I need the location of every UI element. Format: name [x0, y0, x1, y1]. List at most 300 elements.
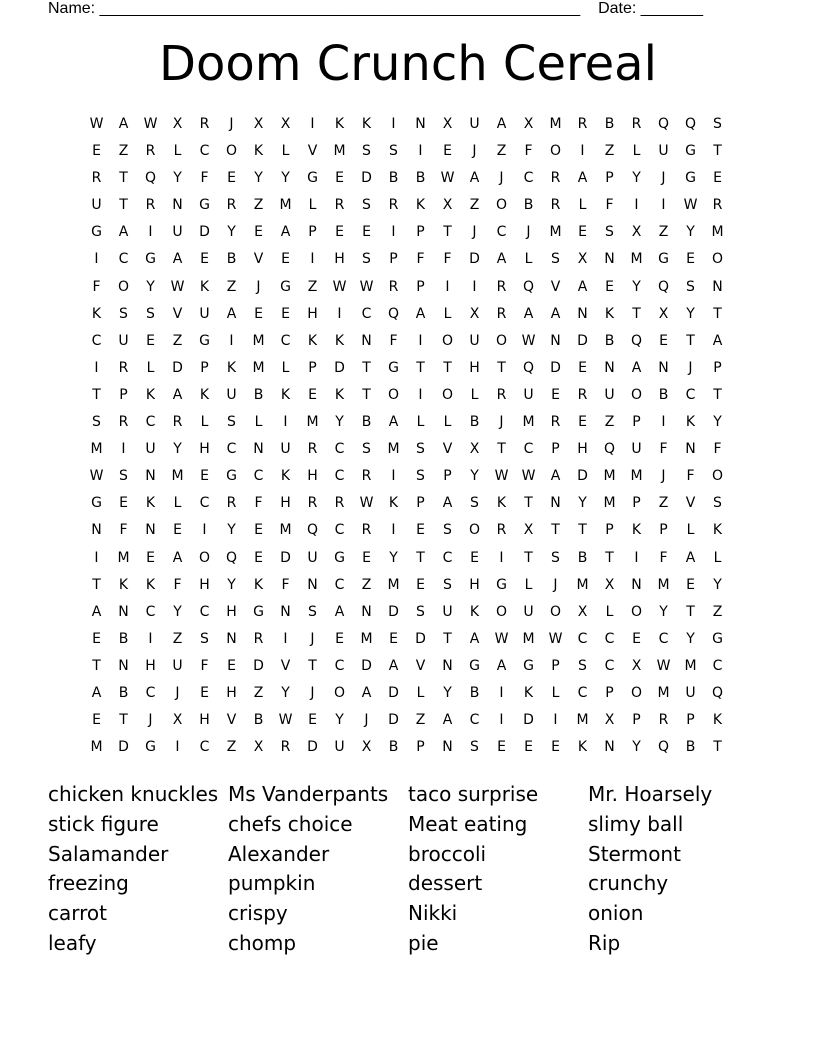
- grid-letter[interactable]: O: [225, 143, 238, 160]
- grid-letter[interactable]: S: [605, 224, 614, 241]
- grid-letter[interactable]: U: [172, 657, 183, 674]
- grid-letter[interactable]: U: [604, 386, 615, 403]
- grid-letter[interactable]: X: [442, 197, 453, 214]
- grid-letter[interactable]: D: [334, 359, 345, 376]
- grid-letter[interactable]: A: [172, 386, 183, 403]
- grid-letter[interactable]: L: [173, 143, 182, 160]
- grid-letter[interactable]: S: [443, 522, 452, 539]
- grid-letter[interactable]: D: [388, 603, 399, 620]
- grid-letter[interactable]: N: [631, 576, 642, 593]
- grid-letter[interactable]: A: [550, 305, 561, 322]
- grid-letter[interactable]: E: [470, 549, 479, 566]
- grid-letter[interactable]: A: [91, 684, 102, 701]
- grid-letter[interactable]: Z: [226, 739, 237, 756]
- grid-letter[interactable]: X: [604, 712, 615, 729]
- grid-letter[interactable]: E: [362, 549, 371, 566]
- grid-letter[interactable]: B: [118, 684, 129, 701]
- grid-letter[interactable]: P: [605, 522, 614, 539]
- grid-letter[interactable]: L: [551, 684, 560, 701]
- grid-letter[interactable]: X: [658, 305, 669, 322]
- grid-letter[interactable]: E: [551, 739, 560, 756]
- grid-letter[interactable]: L: [632, 143, 641, 160]
- grid-letter[interactable]: W: [683, 197, 698, 214]
- grid-letter[interactable]: J: [310, 630, 315, 647]
- grid-letter[interactable]: Z: [604, 414, 615, 431]
- grid-letter[interactable]: Y: [146, 278, 155, 295]
- grid-letter[interactable]: W: [143, 116, 158, 132]
- grid-letter[interactable]: U: [523, 603, 534, 620]
- grid-letter[interactable]: P: [686, 712, 695, 729]
- grid-letter[interactable]: L: [200, 414, 209, 431]
- grid-letter[interactable]: O: [441, 386, 454, 403]
- grid-letter[interactable]: T: [713, 739, 722, 756]
- grid-letter[interactable]: M: [630, 468, 643, 485]
- grid-letter[interactable]: W: [494, 630, 509, 647]
- grid-letter[interactable]: E: [254, 305, 263, 322]
- grid-letter[interactable]: B: [523, 197, 534, 214]
- grid-letter[interactable]: O: [549, 603, 562, 620]
- grid-letter[interactable]: M: [252, 332, 265, 349]
- grid-letter[interactable]: D: [361, 170, 372, 187]
- grid-letter[interactable]: V: [550, 278, 561, 295]
- grid-letter[interactable]: S: [551, 549, 560, 566]
- grid-letter[interactable]: C: [361, 305, 372, 322]
- grid-letter[interactable]: E: [254, 224, 263, 241]
- grid-letter[interactable]: U: [118, 332, 129, 349]
- grid-letter[interactable]: L: [146, 359, 155, 376]
- grid-letter[interactable]: M: [576, 712, 589, 729]
- grid-letter[interactable]: H: [199, 441, 210, 458]
- grid-letter[interactable]: M: [360, 630, 373, 647]
- grid-letter[interactable]: C: [145, 414, 156, 431]
- grid-letter[interactable]: A: [361, 684, 372, 701]
- grid-letter[interactable]: R: [712, 197, 723, 214]
- grid-letter[interactable]: A: [334, 603, 345, 620]
- grid-letter[interactable]: C: [199, 495, 210, 512]
- grid-letter[interactable]: U: [172, 224, 183, 241]
- grid-letter[interactable]: I: [337, 305, 342, 322]
- grid-letter[interactable]: I: [391, 224, 396, 241]
- grid-letter[interactable]: C: [334, 522, 345, 539]
- grid-letter[interactable]: I: [499, 684, 504, 701]
- grid-letter[interactable]: G: [91, 495, 102, 512]
- grid-letter[interactable]: I: [553, 712, 558, 729]
- grid-letter[interactable]: K: [145, 495, 156, 512]
- grid-letter[interactable]: M: [549, 116, 562, 132]
- grid-letter[interactable]: G: [388, 359, 399, 376]
- grid-letter[interactable]: N: [712, 278, 723, 295]
- grid-letter[interactable]: K: [118, 576, 129, 593]
- grid-letter[interactable]: T: [578, 522, 587, 539]
- grid-letter[interactable]: R: [361, 468, 372, 485]
- grid-letter[interactable]: A: [415, 305, 426, 322]
- grid-letter[interactable]: L: [524, 251, 533, 268]
- grid-letter[interactable]: L: [578, 197, 587, 214]
- grid-letter[interactable]: O: [441, 332, 454, 349]
- grid-letter[interactable]: A: [280, 224, 291, 241]
- grid-letter[interactable]: J: [661, 170, 666, 187]
- grid-letter[interactable]: C: [145, 684, 156, 701]
- grid-letter[interactable]: X: [577, 251, 588, 268]
- grid-letter[interactable]: U: [442, 603, 453, 620]
- grid-letter[interactable]: C: [577, 630, 588, 647]
- grid-letter[interactable]: C: [496, 224, 507, 241]
- grid-letter[interactable]: N: [226, 630, 237, 647]
- grid-letter[interactable]: X: [361, 739, 372, 756]
- grid-letter[interactable]: X: [469, 305, 480, 322]
- grid-letter[interactable]: T: [686, 603, 695, 620]
- grid-letter[interactable]: C: [577, 684, 588, 701]
- grid-letter[interactable]: H: [280, 495, 291, 512]
- grid-letter[interactable]: U: [469, 116, 480, 132]
- grid-letter[interactable]: R: [631, 116, 642, 132]
- grid-letter[interactable]: O: [495, 197, 508, 214]
- grid-letter[interactable]: Y: [713, 576, 722, 593]
- grid-letter[interactable]: J: [526, 224, 531, 241]
- grid-letter[interactable]: K: [334, 116, 345, 132]
- grid-letter[interactable]: T: [416, 549, 425, 566]
- grid-letter[interactable]: S: [362, 143, 371, 160]
- grid-letter[interactable]: S: [416, 603, 425, 620]
- grid-letter[interactable]: G: [712, 630, 723, 647]
- grid-letter[interactable]: T: [308, 657, 317, 674]
- grid-letter[interactable]: R: [550, 170, 561, 187]
- grid-letter[interactable]: F: [605, 197, 614, 214]
- grid-letter[interactable]: R: [307, 495, 318, 512]
- grid-letter[interactable]: M: [549, 224, 562, 241]
- grid-letter[interactable]: Y: [659, 603, 668, 620]
- grid-letter[interactable]: B: [388, 739, 399, 756]
- grid-letter[interactable]: Y: [227, 224, 236, 241]
- grid-letter[interactable]: N: [307, 576, 318, 593]
- grid-letter[interactable]: S: [416, 441, 425, 458]
- grid-letter[interactable]: A: [577, 170, 588, 187]
- grid-letter[interactable]: C: [685, 386, 696, 403]
- grid-letter[interactable]: N: [118, 603, 129, 620]
- grid-letter[interactable]: R: [577, 116, 588, 132]
- grid-letter[interactable]: Q: [522, 359, 535, 376]
- grid-letter[interactable]: J: [499, 414, 504, 431]
- grid-letter[interactable]: V: [253, 251, 264, 268]
- grid-letter[interactable]: U: [145, 441, 156, 458]
- grid-letter[interactable]: R: [496, 386, 507, 403]
- grid-letter[interactable]: A: [172, 549, 183, 566]
- grid-letter[interactable]: L: [254, 414, 263, 431]
- grid-letter[interactable]: C: [334, 576, 345, 593]
- grid-letter[interactable]: E: [713, 170, 722, 187]
- grid-letter[interactable]: N: [604, 251, 615, 268]
- grid-letter[interactable]: N: [280, 603, 291, 620]
- grid-letter[interactable]: T: [686, 332, 695, 349]
- grid-letter[interactable]: P: [119, 386, 128, 403]
- grid-letter[interactable]: B: [604, 332, 615, 349]
- grid-letter[interactable]: C: [469, 712, 480, 729]
- grid-letter[interactable]: L: [416, 684, 425, 701]
- grid-letter[interactable]: N: [658, 359, 669, 376]
- grid-letter[interactable]: E: [281, 305, 290, 322]
- grid-letter[interactable]: B: [253, 712, 264, 729]
- grid-letter[interactable]: R: [226, 197, 237, 214]
- grid-letter[interactable]: T: [443, 224, 452, 241]
- grid-letter[interactable]: I: [418, 143, 423, 160]
- grid-letter[interactable]: D: [253, 657, 264, 674]
- grid-letter[interactable]: N: [442, 657, 453, 674]
- grid-letter[interactable]: V: [172, 305, 183, 322]
- grid-letter[interactable]: K: [145, 576, 156, 593]
- grid-letter[interactable]: D: [361, 657, 372, 674]
- grid-letter[interactable]: Z: [307, 278, 318, 295]
- grid-letter[interactable]: V: [442, 441, 453, 458]
- grid-letter[interactable]: U: [280, 441, 291, 458]
- grid-letter[interactable]: Q: [306, 522, 319, 539]
- grid-letter[interactable]: E: [92, 630, 101, 647]
- grid-letter[interactable]: L: [281, 359, 290, 376]
- grid-letter[interactable]: V: [226, 712, 237, 729]
- grid-letter[interactable]: Q: [603, 441, 616, 458]
- grid-letter[interactable]: J: [364, 712, 369, 729]
- grid-letter[interactable]: F: [119, 522, 128, 539]
- grid-letter[interactable]: R: [145, 143, 156, 160]
- grid-letter[interactable]: G: [145, 739, 156, 756]
- grid-letter[interactable]: O: [630, 603, 643, 620]
- grid-letter[interactable]: R: [118, 414, 129, 431]
- grid-letter[interactable]: E: [254, 522, 263, 539]
- grid-letter[interactable]: I: [391, 468, 396, 485]
- grid-letter[interactable]: N: [145, 468, 156, 485]
- grid-letter[interactable]: D: [577, 468, 588, 485]
- grid-letter[interactable]: Y: [686, 630, 695, 647]
- grid-letter[interactable]: B: [388, 170, 399, 187]
- grid-letter[interactable]: M: [630, 251, 643, 268]
- grid-letter[interactable]: T: [92, 386, 101, 403]
- grid-letter[interactable]: H: [307, 305, 318, 322]
- grid-letter[interactable]: D: [550, 359, 561, 376]
- grid-letter[interactable]: H: [307, 468, 318, 485]
- grid-letter[interactable]: I: [94, 549, 99, 566]
- grid-letter[interactable]: K: [334, 386, 345, 403]
- grid-letter[interactable]: X: [604, 576, 615, 593]
- grid-letter[interactable]: T: [713, 143, 722, 160]
- grid-letter[interactable]: Y: [443, 684, 452, 701]
- grid-letter[interactable]: J: [661, 468, 666, 485]
- grid-letter[interactable]: X: [172, 116, 183, 132]
- grid-letter[interactable]: P: [632, 495, 641, 512]
- grid-letter[interactable]: M: [333, 143, 346, 160]
- grid-letter[interactable]: J: [688, 359, 693, 376]
- grid-letter[interactable]: Y: [686, 224, 695, 241]
- grid-letter[interactable]: R: [496, 305, 507, 322]
- grid-letter[interactable]: D: [118, 739, 129, 756]
- grid-letter[interactable]: T: [362, 386, 371, 403]
- grid-letter[interactable]: Y: [470, 468, 479, 485]
- grid-letter[interactable]: P: [389, 251, 398, 268]
- grid-letter[interactable]: F: [281, 576, 290, 593]
- grid-letter[interactable]: E: [281, 251, 290, 268]
- grid-letter[interactable]: E: [686, 251, 695, 268]
- grid-letter[interactable]: L: [713, 549, 722, 566]
- grid-letter[interactable]: M: [657, 684, 670, 701]
- grid-letter[interactable]: I: [94, 359, 99, 376]
- grid-letter[interactable]: C: [280, 332, 291, 349]
- grid-letter[interactable]: T: [119, 712, 128, 729]
- grid-letter[interactable]: C: [604, 657, 615, 674]
- grid-letter[interactable]: E: [578, 359, 587, 376]
- grid-letter[interactable]: J: [148, 712, 153, 729]
- grid-letter[interactable]: B: [604, 116, 615, 132]
- grid-letter[interactable]: K: [685, 414, 696, 431]
- grid-letter[interactable]: G: [307, 170, 318, 187]
- grid-letter[interactable]: Q: [225, 549, 238, 566]
- grid-letter[interactable]: G: [280, 278, 291, 295]
- grid-letter[interactable]: A: [496, 251, 507, 268]
- grid-letter[interactable]: F: [659, 441, 668, 458]
- grid-letter[interactable]: H: [577, 441, 588, 458]
- grid-letter[interactable]: E: [497, 739, 506, 756]
- grid-letter[interactable]: U: [226, 386, 237, 403]
- grid-letter[interactable]: T: [443, 359, 452, 376]
- grid-letter[interactable]: U: [334, 739, 345, 756]
- grid-letter[interactable]: I: [148, 630, 153, 647]
- grid-letter[interactable]: C: [253, 468, 264, 485]
- grid-letter[interactable]: Q: [657, 116, 670, 132]
- grid-letter[interactable]: B: [577, 549, 588, 566]
- grid-letter[interactable]: Q: [387, 305, 400, 322]
- grid-letter[interactable]: P: [605, 170, 614, 187]
- grid-letter[interactable]: P: [308, 359, 317, 376]
- grid-letter[interactable]: G: [199, 197, 210, 214]
- grid-letter[interactable]: O: [333, 684, 346, 701]
- grid-letter[interactable]: G: [253, 603, 264, 620]
- grid-letter[interactable]: Z: [496, 143, 507, 160]
- grid-letter[interactable]: A: [226, 305, 237, 322]
- grid-letter[interactable]: I: [634, 549, 639, 566]
- grid-letter[interactable]: S: [92, 414, 101, 431]
- grid-letter[interactable]: U: [199, 305, 210, 322]
- grid-letter[interactable]: E: [119, 495, 128, 512]
- grid-letter[interactable]: U: [91, 197, 102, 214]
- grid-letter[interactable]: I: [418, 332, 423, 349]
- grid-letter[interactable]: M: [117, 549, 130, 566]
- grid-letter[interactable]: S: [443, 576, 452, 593]
- grid-letter[interactable]: N: [91, 522, 102, 539]
- grid-letter[interactable]: Z: [253, 197, 264, 214]
- grid-letter[interactable]: U: [658, 143, 669, 160]
- grid-letter[interactable]: H: [226, 684, 237, 701]
- grid-letter[interactable]: X: [253, 116, 264, 132]
- grid-letter[interactable]: Y: [173, 170, 182, 187]
- grid-letter[interactable]: R: [496, 278, 507, 295]
- grid-letter[interactable]: S: [470, 739, 479, 756]
- grid-letter[interactable]: N: [145, 522, 156, 539]
- grid-letter[interactable]: B: [658, 386, 669, 403]
- grid-letter[interactable]: P: [551, 441, 560, 458]
- grid-letter[interactable]: N: [442, 739, 453, 756]
- grid-letter[interactable]: W: [359, 495, 374, 512]
- grid-letter[interactable]: S: [389, 143, 398, 160]
- grid-letter[interactable]: F: [524, 143, 533, 160]
- grid-letter[interactable]: M: [603, 495, 616, 512]
- grid-letter[interactable]: F: [92, 278, 101, 295]
- grid-letter[interactable]: P: [551, 657, 560, 674]
- grid-letter[interactable]: W: [521, 468, 536, 485]
- grid-letter[interactable]: T: [632, 305, 641, 322]
- grid-letter[interactable]: E: [200, 468, 209, 485]
- grid-letter[interactable]: C: [199, 603, 210, 620]
- grid-letter[interactable]: F: [416, 251, 425, 268]
- grid-letter[interactable]: S: [686, 278, 695, 295]
- grid-letter[interactable]: R: [550, 414, 561, 431]
- grid-letter[interactable]: K: [253, 576, 264, 593]
- grid-letter[interactable]: R: [388, 197, 399, 214]
- grid-letter[interactable]: U: [631, 441, 642, 458]
- grid-letter[interactable]: F: [389, 332, 398, 349]
- grid-letter[interactable]: O: [387, 386, 400, 403]
- grid-letter[interactable]: C: [199, 739, 210, 756]
- grid-letter[interactable]: S: [416, 468, 425, 485]
- grid-letter[interactable]: G: [334, 549, 345, 566]
- grid-letter[interactable]: I: [148, 224, 153, 241]
- grid-letter[interactable]: L: [281, 143, 290, 160]
- grid-letter[interactable]: F: [173, 576, 182, 593]
- grid-letter[interactable]: E: [146, 549, 155, 566]
- grid-letter[interactable]: E: [227, 170, 236, 187]
- name-field-label[interactable]: Name: ______________________________________________________: [48, 0, 581, 17]
- grid-letter[interactable]: E: [200, 251, 209, 268]
- grid-letter[interactable]: D: [577, 332, 588, 349]
- grid-letter[interactable]: N: [685, 441, 696, 458]
- grid-letter[interactable]: Y: [335, 712, 344, 729]
- grid-letter[interactable]: O: [198, 549, 211, 566]
- grid-letter[interactable]: M: [306, 414, 319, 431]
- grid-letter[interactable]: I: [283, 414, 288, 431]
- grid-letter[interactable]: K: [388, 495, 399, 512]
- grid-letter[interactable]: I: [661, 197, 666, 214]
- grid-letter[interactable]: D: [469, 251, 480, 268]
- grid-letter[interactable]: Y: [335, 414, 344, 431]
- grid-letter[interactable]: R: [253, 630, 264, 647]
- grid-letter[interactable]: R: [496, 522, 507, 539]
- grid-letter[interactable]: A: [91, 603, 102, 620]
- grid-letter[interactable]: Y: [632, 278, 641, 295]
- grid-letter[interactable]: K: [334, 332, 345, 349]
- grid-letter[interactable]: E: [578, 224, 587, 241]
- grid-letter[interactable]: S: [119, 305, 128, 322]
- grid-letter[interactable]: I: [580, 143, 585, 160]
- grid-letter[interactable]: S: [362, 441, 371, 458]
- grid-letter[interactable]: P: [416, 739, 425, 756]
- grid-letter[interactable]: E: [335, 630, 344, 647]
- grid-letter[interactable]: E: [362, 224, 371, 241]
- grid-letter[interactable]: A: [442, 495, 453, 512]
- grid-letter[interactable]: M: [684, 657, 697, 674]
- grid-letter[interactable]: P: [200, 359, 209, 376]
- grid-letter[interactable]: F: [659, 549, 668, 566]
- grid-letter[interactable]: T: [443, 630, 452, 647]
- grid-letter[interactable]: K: [253, 143, 264, 160]
- grid-letter[interactable]: M: [603, 468, 616, 485]
- grid-letter[interactable]: R: [388, 278, 399, 295]
- grid-letter[interactable]: F: [200, 170, 209, 187]
- grid-letter[interactable]: N: [550, 332, 561, 349]
- grid-letter[interactable]: L: [443, 305, 452, 322]
- grid-letter[interactable]: B: [685, 739, 696, 756]
- grid-letter[interactable]: N: [577, 305, 588, 322]
- grid-letter[interactable]: I: [634, 197, 639, 214]
- grid-letter[interactable]: R: [307, 441, 318, 458]
- grid-letter[interactable]: E: [416, 522, 425, 539]
- grid-letter[interactable]: C: [334, 657, 345, 674]
- grid-letter[interactable]: P: [605, 684, 614, 701]
